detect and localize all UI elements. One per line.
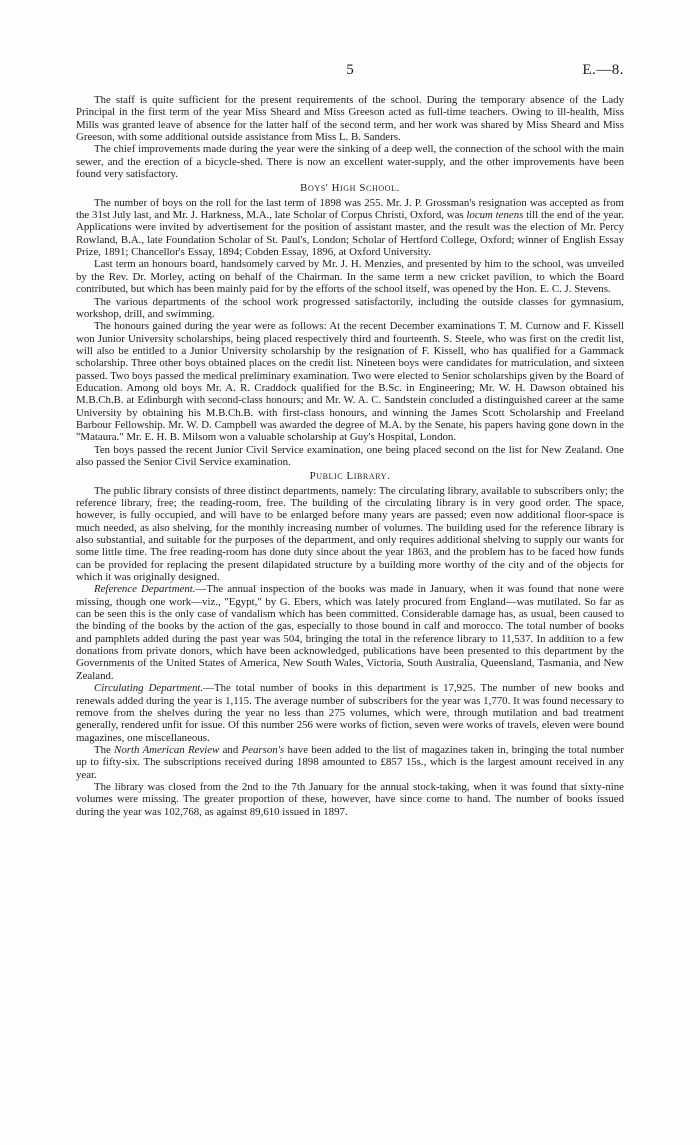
- page-header: [76, 62, 624, 82]
- paragraph-roll: [76, 197, 624, 259]
- paragraph-magazines: [76, 744, 624, 781]
- text-run: —The annual inspection of the books was made in January, when it was found that none were missing, though one work—viz., "Egypt," by G. Ebers, which was lately procured from England—was mutilated. So far as can be seen this is the only case of vandalism which has been committed. Considerable damage has, as usual, been caused to the binding of the books by the action of the gas, especially to those bound in calf and morocco. The total number of books and pamphlets added during the past year was 504, bringing the total in the reference library to 11,537. In addition to a few donations from private donors, which have been acknowledged, publications have been presented to this department by the Governments of the United States of America, New South Wales, Victoria, South Australia, Queensland, Tasmania, and New Zealand.: [76, 583, 624, 682]
- heading-public-library: Public Library.: [309, 470, 391, 483]
- paragraph-circulating-department: [76, 682, 624, 744]
- page-number: 5: [346, 62, 354, 78]
- paragraph-departments: The various departments of the school work progressed satisfactorily, including the outside classes for gymnasium, workshop, drill, and swimming.: [76, 295, 624, 320]
- paragraph-library-overview: The public library consists of three distinct departments, namely: The circulating library, available to subscribers only; the reference library, free; the reading-room, free. The building of the circulating library is in very good order. The space, however, is fully occupied, and will have to be enlarged before many years are passed; even now additional floor-space is much needed, as also shelving, for the monthly increasing number of volumes. The building used for the reference library is also substantial, and suitable for the purposes of the department, and only requires additional shelving to supply our wants for some little time. The free reading-room has done duty since about the year 1863, and the problem has to be faced how funds can be provided for replacing the present dilapidated structure by a building more worthy of the city and of the objects for which it was originally designed.: [76, 484, 624, 584]
- text-run: The: [94, 743, 115, 756]
- text-run: till the end of the year. Applications were invited by advertisement for the position of assistant master, and the result was the election of Mr. Percy Rowland, B.A., late Foundation Scholar of St. Paul's, London; Scholar of Hertford College, Oxford; winner of English Essay Prize, 1891; Chancellor's Essay, 1894; Cobden Essay, 1896, at Oxford University.: [76, 209, 625, 259]
- italic-run: Pearson's: [241, 743, 285, 756]
- document-reference: E.—8.: [582, 62, 624, 78]
- italic-run: Circulating Department.: [94, 682, 204, 695]
- document-body: [76, 94, 624, 818]
- text-run: and: [219, 743, 242, 756]
- heading-boys-high-school: Boys' High School.: [300, 182, 400, 195]
- text-run: The number of boys on the roll for the last term of 1898 was 255. Mr. J. P. Grossman's resignation was accepted as from the 31st July last, and Mr. J. Harkness, M.A., late Scholar of Corpus Christi, Oxford, was: [76, 196, 624, 222]
- paragraph-improvements: The chief improvements made during the year were the sinking of a deep well, the connection of the school with the main sewer, and the erection of a bicycle-shed. There is now an excellent water-supply, and the other improvements have been found very satisfactory.: [76, 143, 624, 181]
- italic-run: North American Review: [114, 743, 220, 756]
- paragraph-staff: The staff is quite sufficient for the present requirements of the school. During the temporary absence of the Lady Principal in the first term of the year Miss Sheard and Miss Greeson acted as full-time teachers. Owing to ill-health, Miss Mills was granted leave of absence for the latter half of the second term, and her work was shared by Miss Sheard and Miss Greeson, with some additional outside assistance from Miss L. B. Sanders.: [76, 94, 624, 144]
- paragraph-civil-service: Ten boys passed the recent Junior Civil Service examination, one being placed second on the list for New Zealand. One also passed the Senior Civil Service examination.: [76, 443, 624, 468]
- paragraph-reference-department: [76, 583, 624, 682]
- text-run: —The total number of books in this department is 17,925. The number of new books and renewals added during the year is 1,115. The average number of subscribers for the year was 1,770. It was found necessary to remove from the shelves during the year no less than 275 volumes, which were, through mutilation and bad treatment generally, rendered unfit for issue. Of this number 256 were works of fiction, seven were works of travels, eleven were bound magazines, one miscellaneous.: [76, 682, 625, 744]
- paragraph-stock-taking: The library was closed from the 2nd to the 7th January for the annual stock-taking, when it was found that sixty-nine volumes were missing. The greater proportion of these, however, have since come to hand. The number of books issued during the year was 102,768, as against 89,610 issued in 1897.: [76, 780, 624, 818]
- paragraph-honours: The honours gained during the year were as follows: At the recent December examinations T. M. Curnow and F. Kissell won Junior University scholarships, being placed respectively third and fourteenth. S. Steele, who was first on the credit list, will also be entitled to a Junior University scholarship by the resignation of F. Kissell, who has qualified for a Gammack scholarship. Three other boys obtained places on the credit list. Nineteen boys were candidates for matriculation, and sixteen passed. Two boys passed the medical preliminary examination. Two were elected to Senior scholarships given by the Board of Education. Among old boys Mr. A. R. Craddock qualified for the B.Sc. in Engineering; Mr. W. H. Dawson obtained his M.B.Ch.B. at Edinburgh with second-class honours; and Mr. W. A. C. Sandstein concluded a distinguished career at the same University by obtaining his M.B.Ch.B. with first-class honours, and winning the James Scott Scholarship and Freeland Barbour Fellowship. Mr. W. D. Campbell was awarded the degree of M.A. by the Senate, his papers having gone down in the "Mataura." Mr. E. H. B. Milsom won a valuable scholarship at Guy's Hospital, London.: [76, 320, 624, 444]
- paragraph-honours-board: Last term an honours board, handsomely carved by Mr. J. H. Menzies, and presented by him to the school, was unveiled by the Rev. Dr. Morley, acting on behalf of the Chairman. In the same term a new cricket pavilion, to which the Board contributed, but which has been mainly paid for by the efforts of the school itself, was opened by the Hon. E. C. J. Stevens.: [76, 258, 624, 296]
- italic-run: Reference Department.: [94, 583, 196, 596]
- text-run: have been added to the list of magazines taken in, bringing the total number up to fifty-six. The subscriptions received during 1898 amounted to £857 15s., which is the largest amount received in any year.: [76, 743, 624, 781]
- italic-run: locum tenens: [466, 209, 524, 222]
